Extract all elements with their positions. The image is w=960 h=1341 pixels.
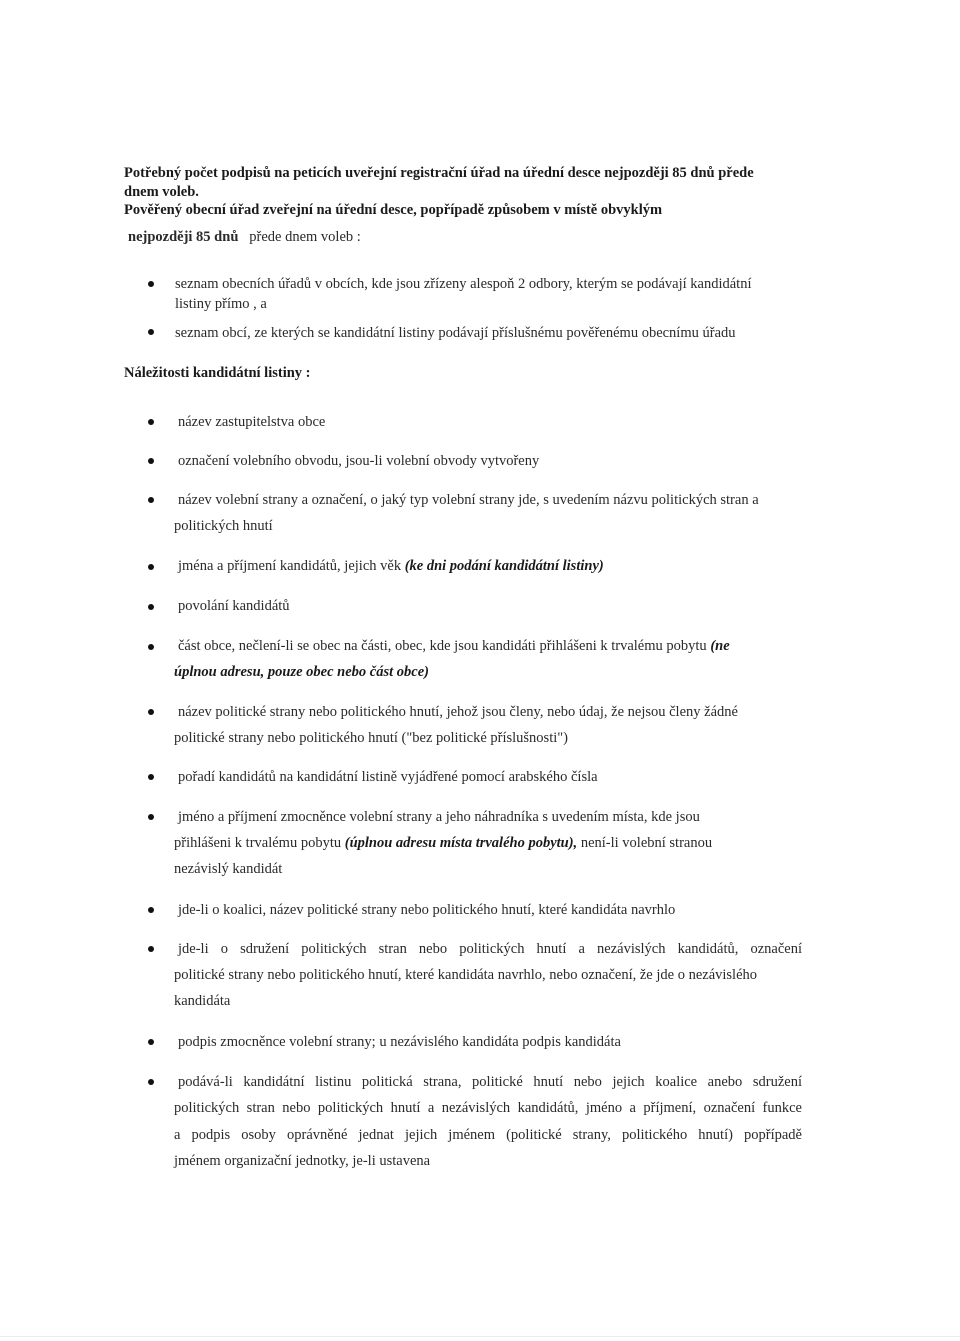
list2-item-13-line-4: jménem organizační jednotky, je-li ustavena <box>174 1153 431 1169</box>
list2-item-13-line-3: a podpis osoby oprávněné jednat jejich jménem (politické strany, politického hnutí) popřípadě <box>174 1127 802 1143</box>
bullet <box>148 814 154 820</box>
intro-line-1: Potřebný počet podpisů na peticích uveřejní registrační úřad na úřední desce nejpozději 85 dnů přede <box>124 165 754 181</box>
intro-line-4 <box>128 224 361 250</box>
list2-item-9-emphasis: (úplnou adresu místa trvalého pobytu), <box>344 835 578 851</box>
intro-deadline: nejpozději 85 dnů <box>128 229 239 245</box>
list2-item-1: název zastupitelstva obce <box>178 414 326 430</box>
list2-item-11-line-2: politické strany nebo politického hnutí, které kandidáta navrhlo, nebo označení, že jde o nezávislého <box>174 967 758 983</box>
bullet <box>148 458 154 464</box>
list2-item-7-line-2: politické strany nebo politického hnutí ("bez politické příslušnosti") <box>174 730 568 746</box>
list2-item-7-line-1: název politické strany nebo politického hnutí, jehož jsou členy, nebo údaj, že nejsou členy žádné <box>178 704 738 720</box>
list2-item-4-emphasis: (ke dni podání kandidátní listiny) <box>404 558 604 574</box>
list2-item-6-line-2: úplnou adresu, pouze obec nebo část obce) <box>174 664 429 680</box>
bullet <box>148 946 154 952</box>
bullet <box>148 774 154 780</box>
intro-before-election: přede dnem voleb : <box>249 229 361 245</box>
bullet <box>148 281 154 287</box>
list2-item-9-text: přihlášeni k trvalému pobytu <box>174 835 342 851</box>
list2-item-11-line-3: kandidáta <box>174 993 231 1009</box>
list2-item-5: povolání kandidátů <box>178 598 290 614</box>
bullet <box>148 604 154 610</box>
intro-line-3: Pověřený obecní úřad zveřejní na úřední desce, popřípadě způsobem v místě obvyklým <box>124 202 663 218</box>
bullet <box>148 644 154 650</box>
list1-item-1-line-2: listiny přímo , a <box>175 296 267 312</box>
intro-line-2: dnem voleb. <box>124 184 199 200</box>
list2-item-9-line-3: nezávislý kandidát <box>174 861 283 877</box>
bullet <box>148 709 154 715</box>
list2-item-13-line-1: podává-li kandidátní listinu politická strana, politické hnutí nebo jejich koalice anebo sdružení <box>178 1074 802 1090</box>
bullet <box>148 564 154 570</box>
list2-item-9-line-1: jméno a příjmení zmocněnce volební strany a jeho náhradníka s uvedením místa, kde jsou <box>178 809 700 825</box>
section-heading: Náležitosti kandidátní listiny : <box>124 365 311 381</box>
list2-item-9-rest: není-li volební stranou <box>580 835 713 851</box>
bullet <box>148 497 154 503</box>
list2-item-13-line-2: politických stran nebo politických hnutí a nezávislých kandidátů, jméno a příjmení, označení funkce <box>174 1100 802 1116</box>
list2-item-12: podpis zmocněnce volební strany; u nezávislého kandidáta podpis kandidáta <box>178 1034 621 1050</box>
list2-item-3-line-2: politických hnutí <box>174 518 273 534</box>
list2-item-10: jde-li o koalici, název politické strany nebo politického hnutí, které kandidáta navrhlo <box>178 902 676 918</box>
list2-item-4-text: jména a příjmení kandidátů, jejich věk <box>178 558 402 574</box>
list2-item-6-text: část obce, nečlení-li se obec na části, obec, kde jsou kandidáti přihlášeni k trvalému pobytu <box>178 638 707 654</box>
list2-item-9-line-2 <box>174 830 712 856</box>
bullet <box>148 907 154 913</box>
list1-item-2: seznam obcí, ze kterých se kandidátní listiny podávají příslušnému pověřenému obecnímu úřadu <box>175 325 736 341</box>
bullet <box>148 329 154 335</box>
bullet <box>148 1039 154 1045</box>
list2-item-8: pořadí kandidátů na kandidátní listině vyjádřené pomocí arabského čísla <box>178 769 598 785</box>
list2-item-6-line-1 <box>178 633 730 659</box>
list2-item-4 <box>178 553 604 579</box>
bullet <box>148 419 154 425</box>
list2-item-3-line-1: název volební strany a označení, o jaký typ volební strany jde, s uvedením názvu politických stran a <box>178 492 759 508</box>
page-bottom-edge <box>0 1336 960 1337</box>
bullet <box>148 1079 154 1085</box>
list1-item-1-line-1: seznam obecních úřadů v obcích, kde jsou zřízeny alespoň 2 odbory, kterým se podávají kandidátní <box>175 276 752 292</box>
list2-item-11-line-1: jde-li o sdružení politických stran nebo politických hnutí a nezávislých kandidátů, označení <box>178 941 802 957</box>
list2-item-2: označení volebního obvodu, jsou-li volební obvody vytvořeny <box>178 453 540 469</box>
list2-item-6-emphasis-start: (ne <box>710 638 730 654</box>
